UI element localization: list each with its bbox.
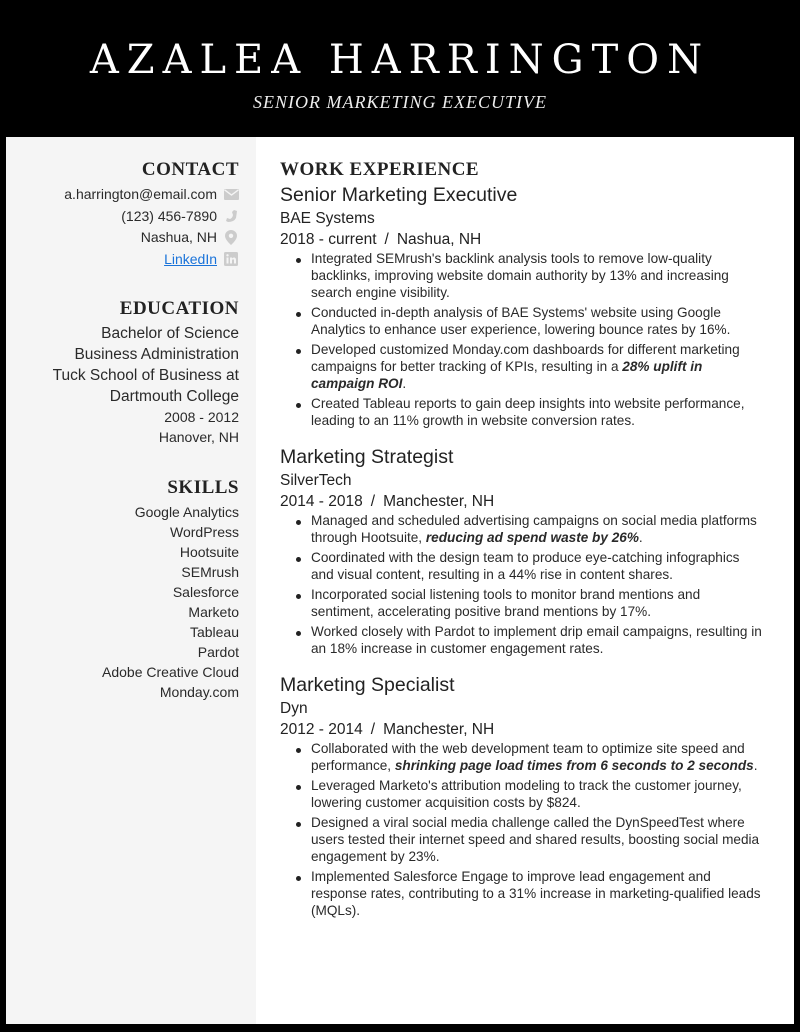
email-text: a.harrington@email.com (64, 186, 217, 202)
bullet-highlight: shrinking page load times from 6 seconds to 2 seconds (394, 757, 754, 773)
bullet-highlight: 28% uplift in campaign ROI (311, 358, 703, 391)
education-location: Hanover, NH (158, 429, 239, 445)
location-text: Nashua, NH (140, 229, 217, 245)
job-location: Nashua, NH (396, 231, 482, 248)
meta-separator: / (370, 720, 376, 738)
contact-heading: CONTACT (141, 159, 239, 180)
skill-item: SEMrush (181, 564, 239, 580)
bullet-item: Designed a viral social media challenge called the DynSpeedTest where users tested their internet speed and shared results, boosting social media engagement by 23%. (292, 815, 762, 865)
candidate-title: SENIOR MARKETING EXECUTIVE (253, 92, 547, 112)
major: Business Administration (74, 346, 239, 363)
company-name: Dyn (280, 699, 308, 717)
skills-heading: SKILLS (167, 477, 239, 498)
job-title: Marketing Strategist (280, 445, 454, 468)
job-location: Manchester, NH (383, 492, 495, 510)
job-title: Marketing Specialist (280, 673, 455, 696)
resume-page (6, 137, 794, 1024)
job-dates: 2012 - 2014 (280, 720, 363, 738)
education-section (6, 298, 239, 447)
job-entry (280, 444, 780, 658)
contact-section (6, 137, 239, 270)
skills-section (6, 477, 239, 702)
bullet-item: Worked closely with Pardot to implement drip email campaigns, resulting in an 18% increase in customer engagement rates. (292, 624, 762, 658)
bullet-item: Conducted in-depth analysis of BAE Systems' website using Google Analytics to enhance user experience, lowering bounce rates by 16%. (292, 305, 762, 339)
degree: Bachelor of Science (101, 325, 239, 342)
bullet-item: Leveraged Marketo's attribution modeling to track the customer journey, lowering customer acquisition costs by $824. (292, 778, 762, 812)
bullet-item: Created Tableau reports to gain deep insights into website performance, leading to an 11% growth in website conversion rates. (292, 396, 762, 430)
company-name: BAE Systems (280, 210, 375, 227)
linkedin-link[interactable]: LinkedIn (164, 250, 217, 267)
skill-item: Salesforce (172, 584, 239, 600)
skill-item: Marketo (188, 604, 239, 620)
skill-item: Google Analytics (134, 504, 239, 520)
job-meta (280, 229, 780, 250)
skill-item: Pardot (197, 644, 239, 660)
work-experience-heading: WORK EXPERIENCE (280, 159, 480, 180)
phone-icon (223, 208, 239, 224)
skill-item: Hootsuite (179, 544, 239, 560)
education-years: 2008 - 2012 (164, 409, 239, 425)
company-name: SilverTech (280, 471, 352, 489)
skill-item: WordPress (170, 524, 239, 540)
resume-header (0, 0, 800, 137)
meta-separator: / (370, 492, 376, 510)
bullet-item: Coordinated with the design team to produce eye-catching infographics and visual content, resulting in a 44% rise in content shares. (292, 550, 762, 584)
bullet-item: Managed and scheduled advertising campaigns on social media platforms through Hootsuite, reducing ad spend waste by 26%. (292, 513, 762, 547)
envelope-icon (223, 187, 239, 203)
bullet-item: Incorporated social listening tools to monitor brand mentions and sentiment, accelerating positive brand mentions by 17%. (292, 587, 762, 621)
education-heading: EDUCATION (119, 298, 239, 319)
job-bullets (292, 513, 780, 658)
phone-text: (123) 456-7890 (121, 207, 217, 224)
job-bullets (292, 741, 780, 920)
contact-linkedin (6, 249, 239, 271)
job-location: Manchester, NH (383, 720, 495, 738)
contact-email (6, 184, 239, 206)
map-pin-icon (223, 230, 239, 246)
skill-item: Tableau (189, 624, 239, 640)
linkedin-icon (223, 251, 239, 267)
main-column (280, 137, 780, 923)
meta-separator: / (384, 231, 389, 248)
job-entry (280, 182, 780, 430)
school-line-2: Dartmouth College (109, 388, 239, 405)
sidebar (6, 137, 256, 1024)
skill-item: Monday.com (159, 684, 239, 700)
bullet-item: Integrated SEMrush's backlink analysis tools to remove low-quality backlinks, improving website domain authority by 13% and increasing search engine visibility. (292, 251, 762, 301)
job-entry (280, 672, 780, 920)
job-meta (280, 491, 780, 512)
job-title: Senior Marketing Executive (280, 184, 518, 206)
bullet-highlight: reducing ad spend waste by 26% (425, 529, 639, 545)
contact-phone (6, 206, 239, 228)
candidate-name: AZALEA HARRINGTON (89, 37, 711, 83)
bullet-item: Developed customized Monday.com dashboards for different marketing campaigns for better tracking of KPIs, resulting in a 28% uplift in campaign ROI. (292, 342, 762, 392)
job-meta (280, 719, 780, 740)
school-line-1: Tuck School of Business at (52, 367, 239, 384)
bullet-item: Collaborated with the web development team to optimize site speed and performance, shrinking page load times from 6 seconds to 2 seconds. (292, 741, 762, 775)
bullet-item: Implemented Salesforce Engage to improve lead engagement and response rates, contributing to a 31% increase in marketing-qualified leads (MQLs). (292, 869, 762, 919)
job-bullets (292, 251, 780, 430)
contact-location (6, 227, 239, 249)
job-dates: 2014 - 2018 (280, 492, 363, 510)
job-dates: 2018 - current (280, 231, 377, 248)
skill-item: Adobe Creative Cloud (102, 664, 239, 680)
